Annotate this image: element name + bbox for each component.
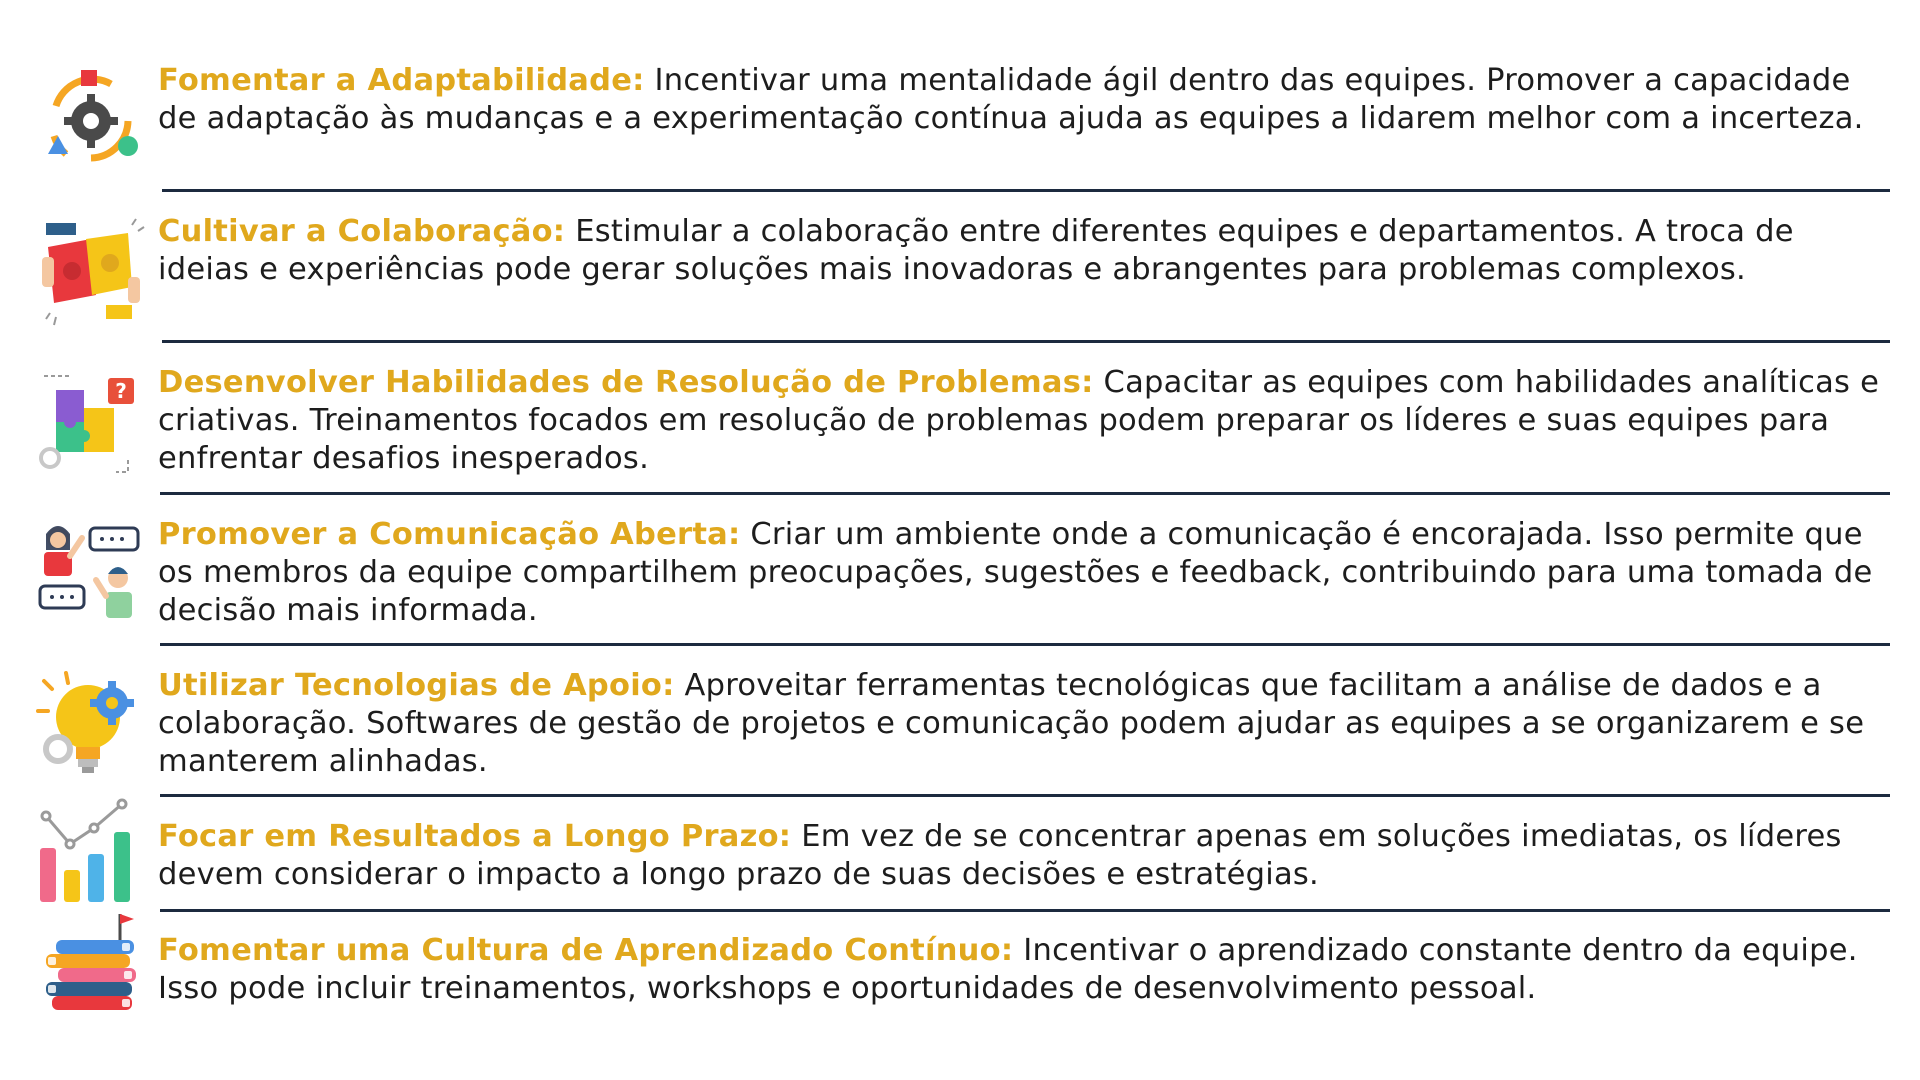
item-text bbox=[158, 818, 1893, 894]
divider bbox=[162, 340, 1890, 343]
item-title: Focar em Resultados a Longo Prazo: bbox=[158, 819, 792, 854]
problem-solving-puzzle-icon bbox=[36, 368, 146, 478]
item-title: Fomentar uma Cultura de Aprendizado Contínuo: bbox=[158, 933, 1014, 968]
item-text bbox=[158, 213, 1893, 289]
item-text bbox=[158, 516, 1893, 630]
item-text bbox=[158, 62, 1893, 138]
item-text bbox=[158, 932, 1893, 1008]
lightbulb-gears-icon bbox=[36, 671, 146, 781]
divider bbox=[160, 909, 1890, 912]
item-title: Desenvolver Habilidades de Resolução de Problemas: bbox=[158, 365, 1094, 400]
item-title: Utilizar Tecnologias de Apoio: bbox=[158, 668, 675, 703]
item-body: Capacitar as equipes com habilidades analíticas e criativas. Treinamentos focados em resolução de problemas podem preparar os líderes e suas equipes para enfrentar desafios inesperados. bbox=[158, 365, 1880, 476]
growth-bar-chart-icon bbox=[36, 796, 146, 906]
item-body: Em vez de se concentrar apenas em soluções imediatas, os líderes devem considerar o impacto a longo prazo de suas decisões e estratégias. bbox=[158, 819, 1842, 892]
communication-people-icon bbox=[36, 520, 146, 630]
divider bbox=[162, 189, 1890, 192]
item-title: Promover a Comunicação Aberta: bbox=[158, 517, 741, 552]
books-stack-flag-icon bbox=[36, 908, 146, 1018]
item-text bbox=[158, 667, 1893, 781]
adaptability-cycle-icon bbox=[36, 66, 146, 176]
item-title: Fomentar a Adaptabilidade: bbox=[158, 63, 645, 98]
item-body: Aproveitar ferramentas tecnológicas que facilitam a análise de dados e a colaboração. Softwares de gestão de projetos e comunicação podem ajudar as equipes a se organizarem e se manterem alinhadas. bbox=[158, 668, 1865, 779]
item-body: Incentivar o aprendizado constante dentro da equipe. Isso pode incluir treinamentos, workshops e oportunidades de desenvolvimento pessoal. bbox=[158, 933, 1858, 1006]
puzzle-collaboration-icon bbox=[36, 217, 146, 327]
item-body: Criar um ambiente onde a comunicação é encorajada. Isso permite que os membros da equipe compartilhem preocupações, sugestões e feedback, contribuindo para uma tomada de decisão mais informada. bbox=[158, 517, 1873, 628]
item-text bbox=[158, 364, 1893, 478]
item-body: Estimular a colaboração entre diferentes equipes e departamentos. A troca de ideias e experiências pode gerar soluções mais inovadoras e abrangentes para problemas complexos. bbox=[158, 214, 1794, 287]
divider bbox=[160, 794, 1890, 797]
divider bbox=[160, 492, 1890, 495]
divider bbox=[160, 643, 1890, 646]
svg-text:?: ? bbox=[115, 379, 127, 403]
item-body: Incentivar uma mentalidade ágil dentro das equipes. Promover a capacidade de adaptação às mudanças e a experimentação contínua ajuda as equipes a lidarem melhor com a incerteza. bbox=[158, 63, 1864, 136]
item-title: Cultivar a Colaboração: bbox=[158, 214, 566, 249]
